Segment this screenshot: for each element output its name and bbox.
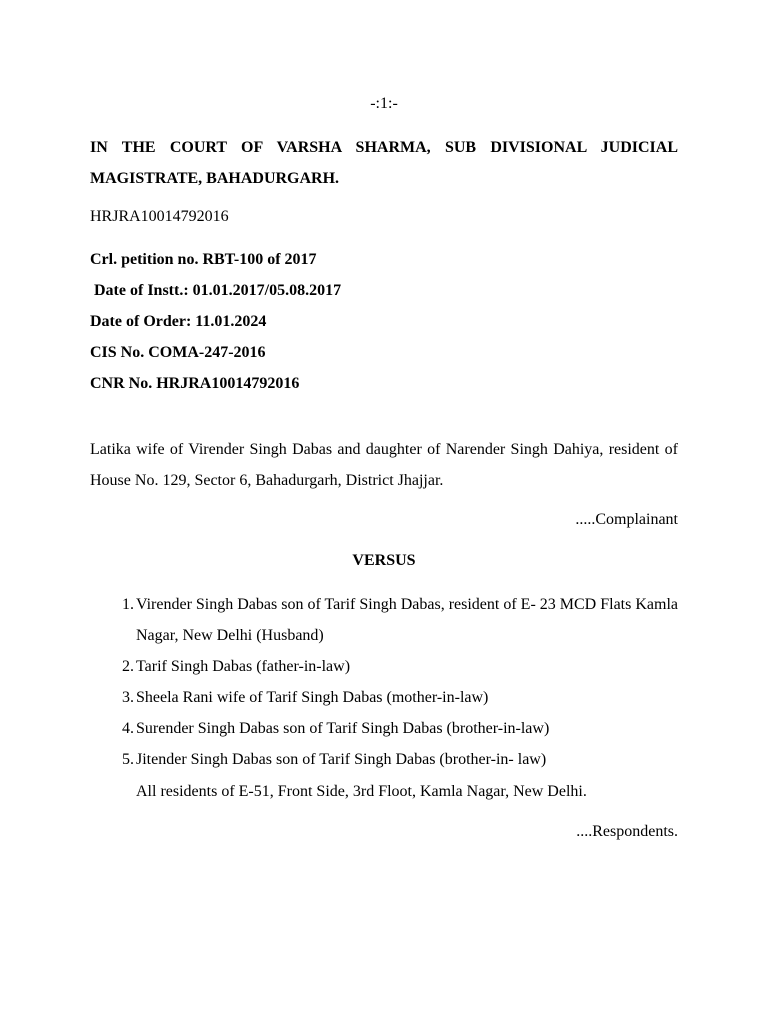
respondent-number: 5. [122,751,134,768]
date-of-institution: Date of Instt.: 01.01.2017/05.08.2017 [90,282,342,299]
petition-number: Crl. petition no. RBT-100 of 2017 [90,251,317,268]
respondent-text: Virender Singh Dabas son of Tarif Singh Dabas, resident of E- 23 MCD Flats Kamla Nagar, New Delhi (Husband) [136,596,678,644]
respondent-item [110,589,678,651]
cis-number: CIS No. COMA-247-2016 [90,344,266,361]
respondents-label: ....Respondents. [576,823,678,840]
all-residents-address: All residents of E-51, Front Side, 3rd Floot, Kamla Nagar, New Delhi. [136,783,587,800]
complainant-label: .....Complainant [575,511,678,528]
respondent-item [110,713,678,744]
respondent-text: Sheela Rani wife of Tarif Singh Dabas (mother-in-law) [136,689,489,706]
cnr-number: CNR No. HRJRA10014792016 [90,375,300,392]
respondent-text: Surender Singh Dabas son of Tarif Singh Dabas (brother-in-law) [136,720,550,737]
page-number: -:1:- [370,95,398,112]
respondent-item [110,682,678,713]
court-title: IN THE COURT OF VARSHA SHARMA, SUB DIVISIONAL JUDICIAL MAGISTRATE, BAHADURGARH. [90,139,678,187]
respondent-item [110,651,678,682]
respondent-number: 4. [122,720,134,737]
respondent-text: Tarif Singh Dabas (father-in-law) [136,658,351,675]
respondent-text: Jitender Singh Dabas son of Tarif Singh Dabas (brother-in- law) [136,751,547,768]
complainant-description: Latika wife of Virender Singh Dabas and daughter of Narender Singh Dahiya, resident of House No. 129, Sector 6, Bahadurgarh, District Jhajjar. [90,441,678,489]
versus-heading: VERSUS [352,552,416,569]
respondent-number: 3. [122,689,134,706]
date-of-order: Date of Order: 11.01.2024 [90,313,267,330]
case-code: HRJRA10014792016 [90,208,229,225]
respondent-number: 2. [122,658,134,675]
respondent-number: 1. [122,596,134,613]
respondent-item [110,744,678,775]
